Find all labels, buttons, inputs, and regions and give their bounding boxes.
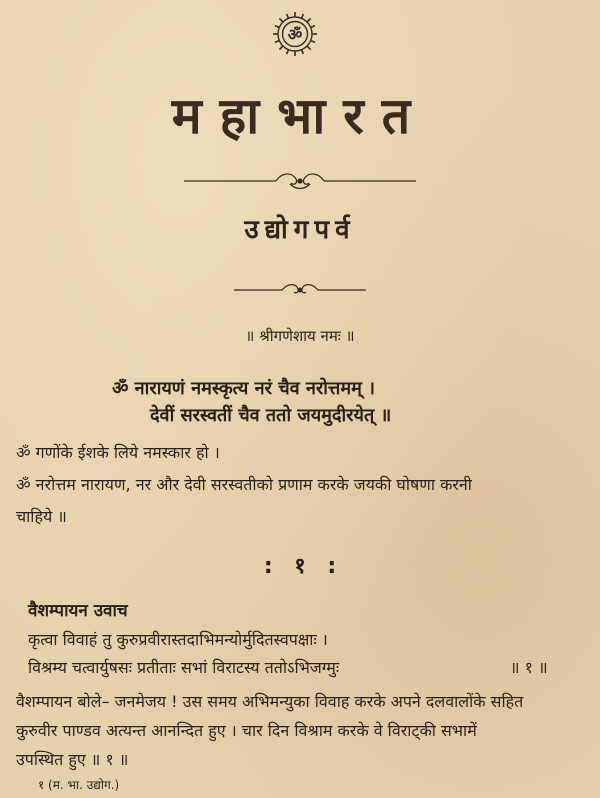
parva-flourish xyxy=(0,280,600,300)
title-flourish xyxy=(0,170,600,192)
verse-line-2: देवीं सरस्वतीं चैव ततो जयमुदीरयेत् ॥ xyxy=(150,405,392,426)
sloka-line-2: विश्रम्य चत्वार्युषसः प्रतीताः सभां विराटस्य ततोऽभिजग्मुः xyxy=(28,658,340,677)
om-emblem-icon xyxy=(271,10,319,58)
footnote: १ (म. भा. उद्योग.) xyxy=(38,778,120,792)
prose-line-1: वैशम्पायन बोले– जनमेजय ! उस समय अभिमन्युका विवाह करके अपने दलवालोंके सहित xyxy=(16,692,524,711)
chapter-marker: : १ : xyxy=(263,554,337,579)
page-title: महाभारत xyxy=(171,87,429,145)
speaker-heading: वैशम्पायन उवाच xyxy=(28,601,128,621)
invocation-line: ॥ श्रीगणेशाय नमः ॥ xyxy=(245,327,355,345)
translation-line-2: ॐ नरोत्तम नारायण, नर और देवी सरस्वतीको प्रणाम करके जयकी घोषणा करनी xyxy=(16,475,472,494)
sloka-line-1: कृत्वा विवाहं तु कुरुप्रवीरास्तदाभिमन्योर्मुदितस्वपक्षाः । xyxy=(28,630,328,649)
prose-line-2: कुरुवीर पाण्डव अत्यन्त आनन्दित हुए । चार दिन विश्राम करके वे विराट्की सभामें xyxy=(16,721,477,740)
sloka-number: ॥ १ ॥ xyxy=(510,658,548,677)
parva-heading: उद्योगपर्व xyxy=(244,215,356,245)
translation-line-1: ॐ गणोंके ईशके लिये नमस्कार हो । xyxy=(16,443,220,462)
om-glyph: ॐ xyxy=(287,25,303,44)
prose-line-3: उपस्थित हुए ॥ १ ॥ xyxy=(16,750,129,769)
translation-line-3: चाहिये ॥ xyxy=(16,507,67,526)
verse-line-1: ॐ नारायणं नमस्कृत्य नरं चैव नरोत्तमम् । xyxy=(112,378,375,399)
